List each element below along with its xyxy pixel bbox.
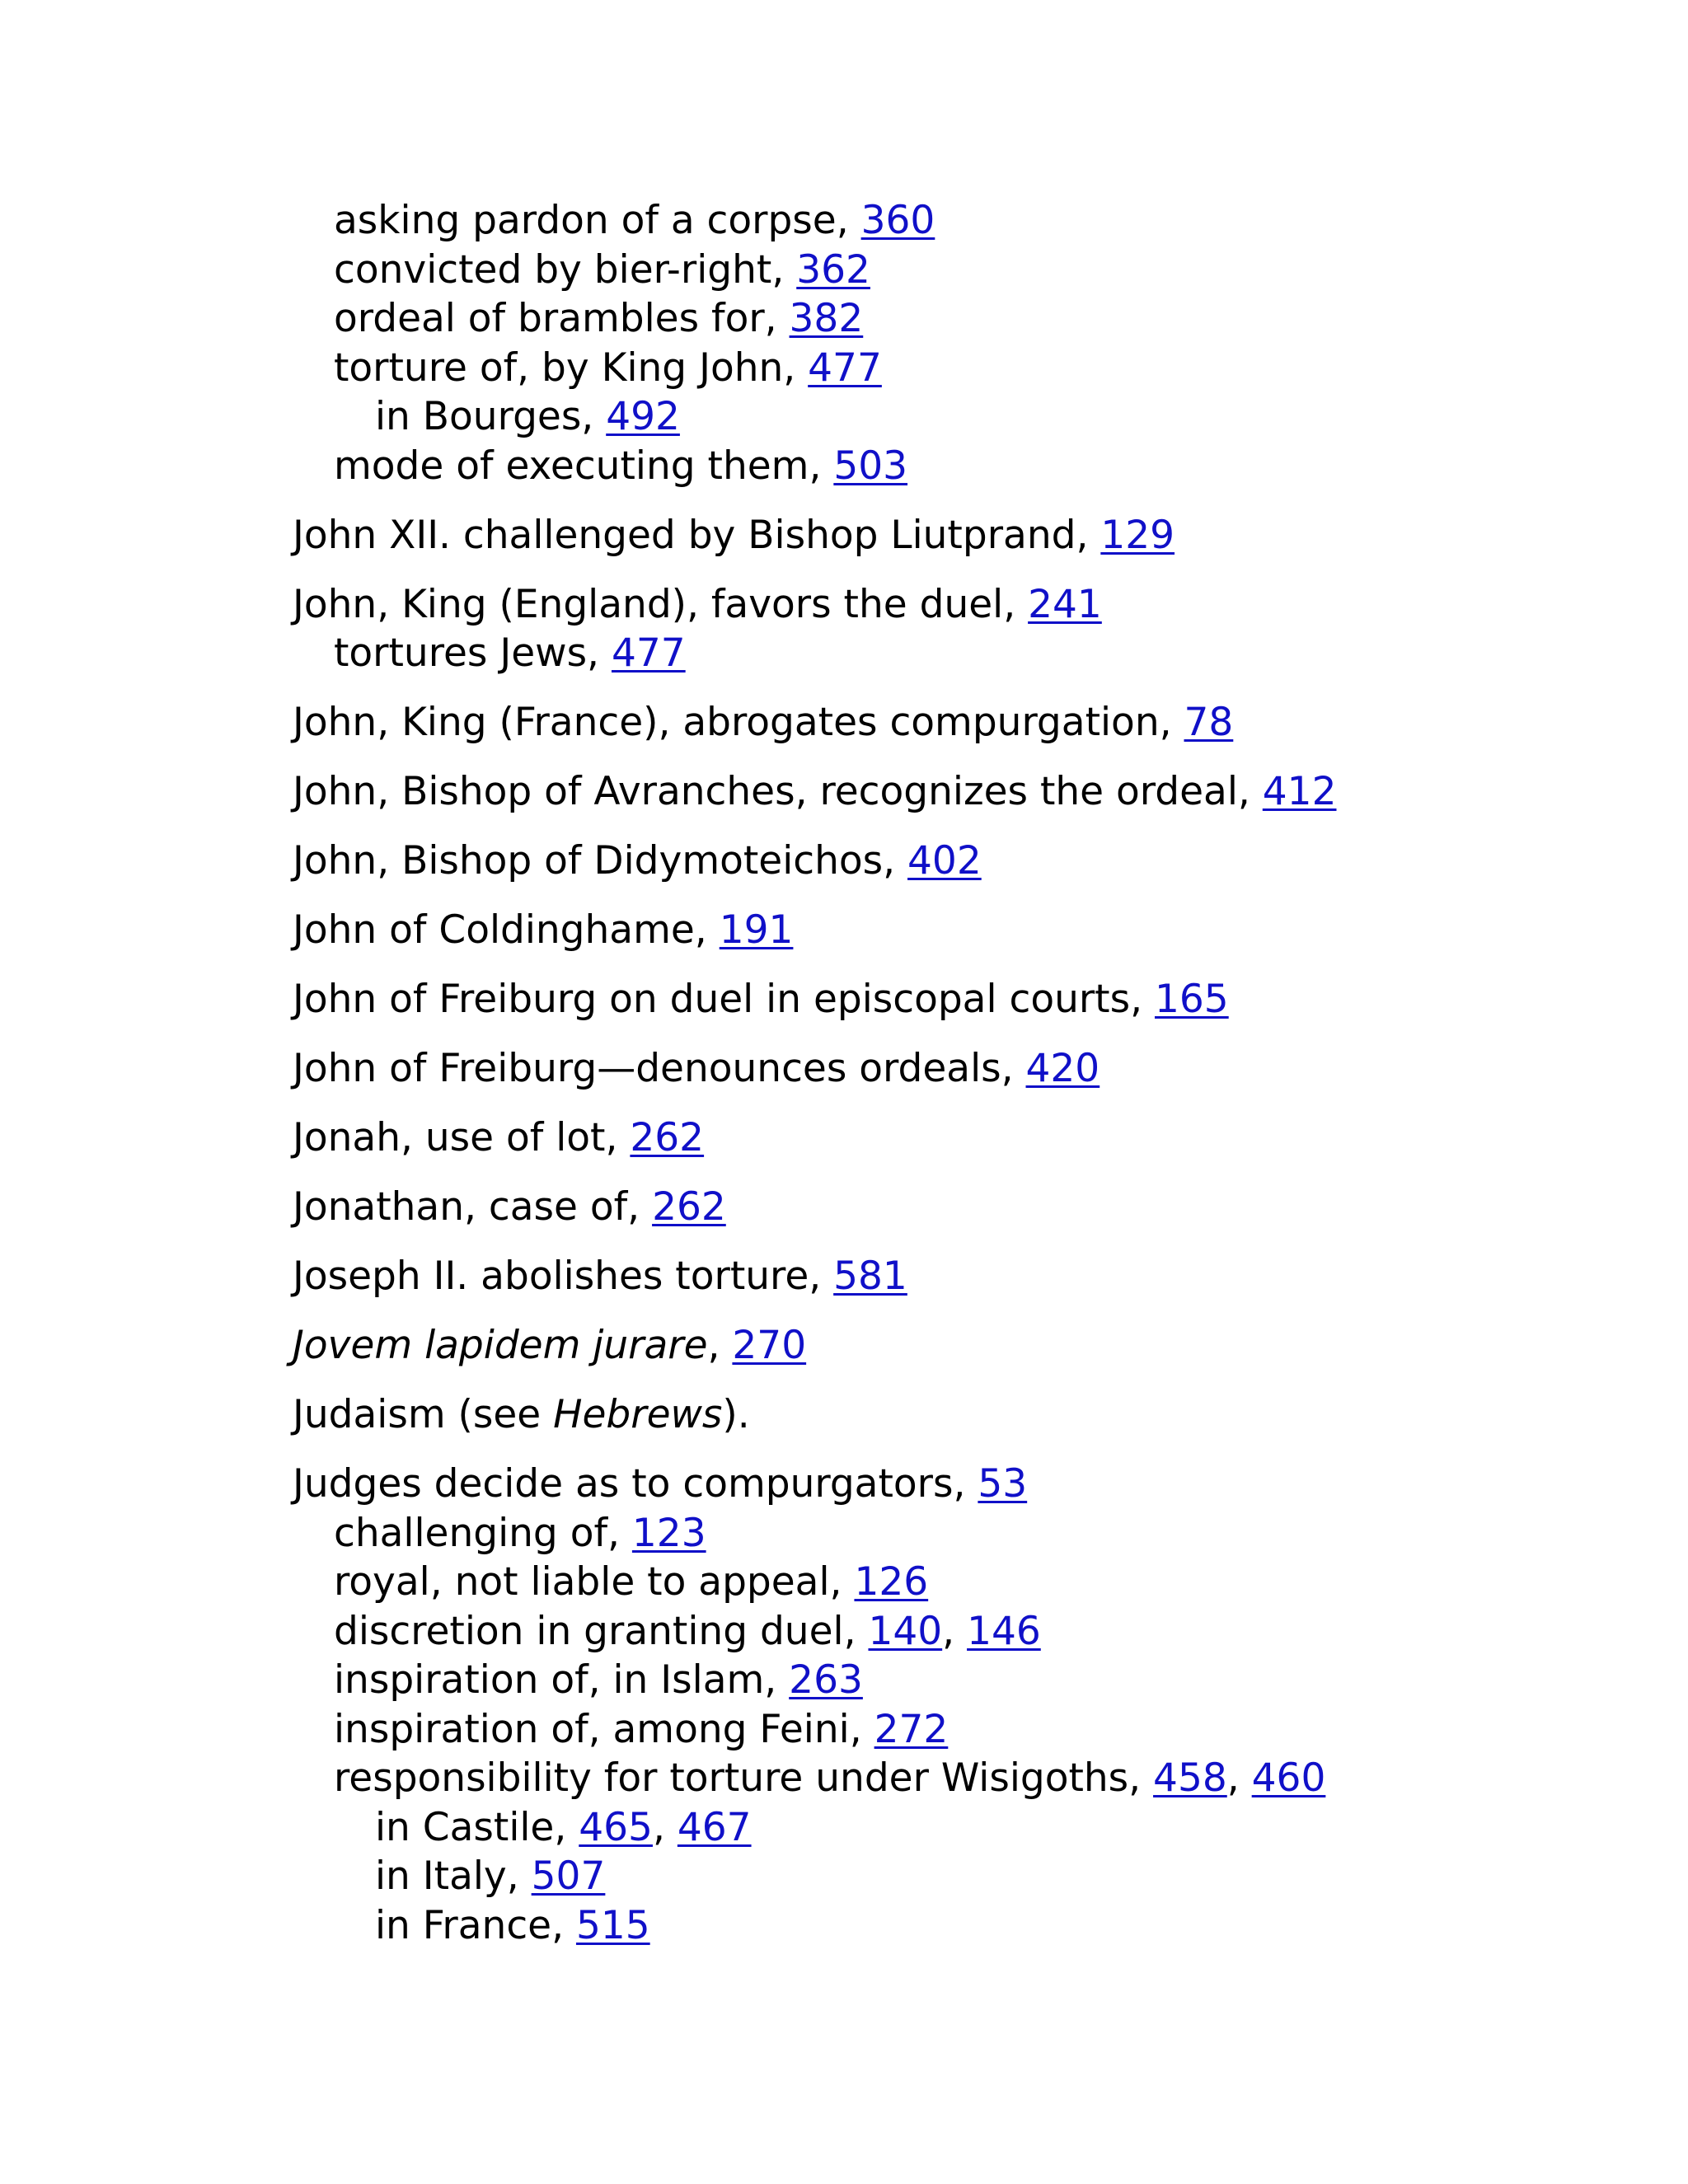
index-text: Jonathan, case of, (293, 1184, 653, 1230)
index-heading-line (293, 837, 1611, 886)
index-heading-line (293, 1321, 1611, 1371)
page-link[interactable]: 270 (732, 1323, 807, 1368)
page-link[interactable]: 477 (808, 344, 882, 391)
index-heading-line (293, 906, 1611, 955)
index-text: royal, not liable to appeal, (334, 1559, 855, 1605)
index-entry (293, 580, 1611, 678)
index-text: John, Bishop of Didymoteichos, (293, 838, 908, 883)
index-text: John, King (England), favors the duel, (293, 581, 1029, 627)
index-text: John of Freiburg—denounces ordeals, (293, 1046, 1026, 1091)
index-entry (293, 511, 1611, 560)
page-link[interactable]: 420 (1025, 1046, 1100, 1091)
index-subentry-line (293, 1852, 1611, 1901)
index-subentry-line (293, 1901, 1611, 1951)
index-entry (293, 1321, 1611, 1371)
page-link[interactable]: 53 (978, 1461, 1028, 1507)
index-heading-line (293, 1460, 1611, 1509)
index-text: , (942, 1608, 968, 1654)
index-text: responsibility for torture under Wisigoths, (334, 1755, 1154, 1801)
index-subentry-line (293, 196, 1611, 246)
index-heading-line (293, 580, 1611, 630)
index-subentry-line (293, 442, 1611, 491)
index-list (293, 196, 1611, 1971)
page-link[interactable]: 272 (874, 1706, 949, 1752)
index-text: convicted by bier-right, (334, 246, 797, 293)
index-text: John of Coldinghame, (293, 907, 720, 953)
index-text: torture of, by King John, (334, 344, 809, 391)
index-subentry-line (293, 246, 1611, 295)
index-text: ). (722, 1392, 750, 1437)
index-entry (293, 196, 1611, 490)
index-text: in France, (375, 1902, 576, 1948)
page-link[interactable]: 492 (606, 394, 680, 439)
index-text: Joseph II. abolishes torture, (293, 1254, 834, 1299)
index-heading-line (293, 1044, 1611, 1094)
index-entry (293, 975, 1611, 1024)
index-text: inspiration of, among Feini, (334, 1706, 874, 1752)
index-subentry-line (293, 392, 1611, 442)
index-subentry-line (293, 1705, 1611, 1755)
page-link[interactable]: 129 (1100, 512, 1175, 558)
index-text: challenging of, (334, 1510, 632, 1556)
index-text: asking pardon of a corpse, (334, 198, 861, 243)
page-link[interactable]: 581 (833, 1254, 907, 1299)
page-link[interactable]: 382 (789, 296, 864, 341)
index-heading-line (293, 1390, 1611, 1440)
index-subentry-line (293, 1509, 1611, 1558)
index-subentry-line (293, 1803, 1611, 1853)
index-text-italic: Hebrews (553, 1392, 723, 1437)
index-text: in Bourges, (375, 394, 607, 439)
index-text: John XII. challenged by Bishop Liutprand, (293, 512, 1101, 558)
index-subentry-line (293, 1607, 1611, 1657)
index-text: in Italy, (375, 1854, 532, 1899)
page-link[interactable]: 263 (789, 1657, 863, 1703)
index-entry (293, 698, 1611, 748)
index-heading-line (293, 698, 1611, 748)
index-text: in Castile, (375, 1804, 579, 1850)
index-heading-line (293, 1183, 1611, 1232)
index-entry (293, 1044, 1611, 1094)
index-entry (293, 906, 1611, 955)
index-heading-line (293, 767, 1611, 817)
index-subentry-line (293, 1656, 1611, 1705)
page-link[interactable]: 503 (833, 443, 908, 489)
page-link[interactable]: 465 (579, 1804, 653, 1850)
index-entry (293, 1390, 1611, 1440)
index-heading-line (293, 511, 1611, 560)
index-entry (293, 1113, 1611, 1163)
index-text: discretion in granting duel, (334, 1608, 869, 1654)
page-link[interactable]: 402 (907, 838, 982, 883)
index-subentry-line (293, 1558, 1611, 1607)
index-text: , (1226, 1755, 1252, 1801)
page-link[interactable]: 146 (967, 1608, 1041, 1654)
index-text: Judaism (see (293, 1392, 554, 1437)
page-link[interactable]: 467 (677, 1804, 752, 1850)
index-entry (293, 1460, 1611, 1950)
index-subentry-line (293, 294, 1611, 344)
page-link[interactable]: 262 (652, 1184, 726, 1230)
index-text: John of Freiburg on duel in episcopal courts, (293, 977, 1155, 1022)
index-text: inspiration of, in Islam, (334, 1657, 790, 1703)
index-entry (293, 1252, 1611, 1301)
page-link[interactable]: 191 (719, 907, 794, 953)
index-text: , (707, 1323, 733, 1368)
index-text: John, King (France), abrogates compurgation, (293, 700, 1184, 745)
index-text: , (652, 1804, 678, 1850)
page-link[interactable]: 241 (1028, 581, 1102, 627)
page-link[interactable]: 460 (1251, 1755, 1326, 1801)
index-text: ordeal of brambles for, (334, 296, 790, 341)
page-link[interactable]: 362 (796, 246, 870, 293)
page-link[interactable]: 412 (1262, 769, 1337, 814)
page-link[interactable]: 262 (630, 1115, 705, 1160)
index-text: tortures Jews, (334, 630, 612, 676)
page-link[interactable]: 360 (860, 198, 935, 243)
index-text: Jonah, use of lot, (293, 1115, 631, 1160)
page-link[interactable]: 477 (611, 630, 686, 676)
index-subentry-line (293, 344, 1611, 393)
index-text: John, Bishop of Avranches, recognizes the ordeal, (293, 769, 1263, 814)
index-heading-line (293, 1252, 1611, 1301)
index-text-italic: Jovem lapidem jurare (293, 1323, 708, 1368)
page-link[interactable]: 78 (1184, 700, 1234, 745)
index-subentry-line (293, 1754, 1611, 1803)
page-link[interactable]: 515 (575, 1902, 650, 1948)
index-heading-line (293, 1113, 1611, 1163)
index-entry (293, 837, 1611, 886)
index-entry (293, 1183, 1611, 1232)
page-link[interactable]: 458 (1153, 1755, 1227, 1801)
index-subentry-line (293, 629, 1611, 678)
page-link[interactable]: 123 (631, 1510, 706, 1556)
page-link[interactable]: 165 (1154, 977, 1229, 1022)
page-link[interactable]: 507 (531, 1854, 606, 1899)
index-text: mode of executing them, (334, 443, 834, 489)
page-link[interactable]: 140 (868, 1608, 943, 1654)
page-link[interactable]: 126 (854, 1559, 929, 1605)
index-text: Judges decide as to compurgators, (293, 1461, 978, 1507)
index-heading-line (293, 975, 1611, 1024)
index-entry (293, 767, 1611, 817)
